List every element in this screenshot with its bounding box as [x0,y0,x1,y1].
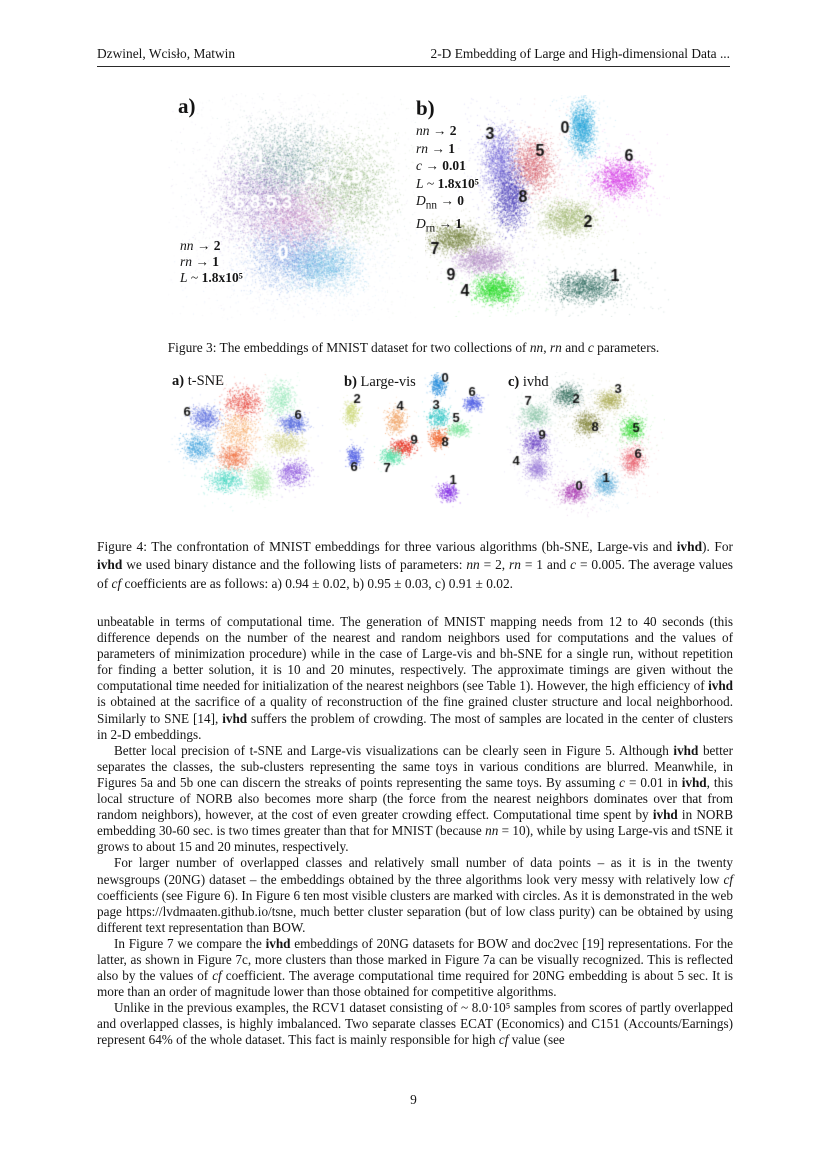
figure3-panel-b-params [416,122,479,238]
param-line: L ~ 1.8x10⁵ [180,270,243,285]
figure4-caption: Figure 4: The confrontation of MNIST embeddings for three various algorithms (bh-SNE, Large-vis and ivhd). For ivhd we used binary distance and the following lists of parameters: nn = 2, rn = 1 and c = 0.005. The average values of cf coefficients are as follows: a) 0.94 ± 0.02, b) 0.95 ± 0.03, c) 0.91 ± 0.02. [97,539,733,591]
paragraph: For larger number of overlapped classes and relatively small number of data points – as it is in the twenty newsgroups (20NG) dataset – the embeddings obtained by the three algorithms look very messy with relatively low cf coefficients (see Figure 6). In Figure 6 ten most visible clusters are marked with circles. As it is demonstrated in the web page https://lvdmaaten.github.io/tsne, much better cluster separation (but of low class purity) can be obtained by using different text representation than BOW. [97,855,733,935]
param-line: c → 0.01 [416,158,466,173]
param-line: $D_{rn} \to 1$ [416,216,463,235]
paragraph: Better local precision of t-SNE and Large-vis visualizations can be clearly seen in Figure 5. Although ivhd better separates the classes, the sub-clusters representing the same toys in various conditions are blurred. Meanwhile, in Figures 5a and 5b one can discern the streaks of points representing the same toys. By assuming c = 0.01 in ivhd, this local structure of NORB also becomes more sharp (the force from the nearest neighbors dominates over that from random neighbors), however, at the cost of even greater crowding effect. Computational time spent by ivhd in NORB embedding 30-60 sec. is two times greater than that for MNIST (because nn = 10), while by using Large-vis and tSNE it grows to about 15 and 20 minutes, respectively. [97,742,733,855]
figure3-panel-b-label: b) [416,96,435,120]
figure4-ivhd-scatter [503,372,665,522]
paragraph: Unlike in the previous examples, the RCV1 dataset consisting of ~ 8.0·10⁵ samples from scores of partly overlapped and overlapped classes, is highly imbalanced. Two separate classes ECAT (Economics) and C151 (Accounts/Earnings) represent 64% of the whole dataset. This fact is mainly responsible for high cf value (see [97,1000,733,1048]
param-line: nn → 2 [180,238,221,253]
header-authors: Dzwinel, Wcisło, Matwin [97,46,236,61]
figure3-panel-a-params [180,238,243,286]
paragraph: unbeatable in terms of computational time. The generation of MNIST mapping needs from 12 to 40 seconds (this difference depends on the number of the nearest and random neighbors used for computations and the values of parameters of minimization procedure) while in the case of Large-vis and bh-SNE for a single run, without repetition for finding a better solution, it is 10 and 20 minutes, respectively. The approximate timings are given without the computational time needed for initialization of the nearest neighbors (see Table 1). However, the high efficiency of ivhd is obtained at the sacrifice of a quality of reconstruction of the fine grained cluster structure and local neighborhood. Similarly to SNE [14], ivhd suffers the problem of crowding. The most of samples are located in the center of clusters in 2-D embeddings. [97,614,734,742]
param-line: nn → 2 [416,123,457,138]
figure4-panel-a-label: a) t-SNE [172,373,224,389]
header-rule [97,66,730,67]
page-number: 9 [410,1092,417,1107]
param-line: L ~ 1.8x10⁵ [416,175,479,191]
figure3-caption: Figure 3: The embeddings of MNIST dataset for two collections of nn, rn and c parameters. [167,340,660,355]
paragraph: In Figure 7 we compare the ivhd embeddings of 20NG datasets for BOW and doc2vec [19] representations. For the latter, as shown in Figure 7c, more clusters than those marked in Figure 7a can be visually recognized. This is reflected also by the values of cf coefficient. The average computational time required for 20NG embedding is about 5 sec. It is more than an order of magnitude lower than those obtained for competitive algorithms. [97,935,734,1000]
param-line: $D_{nn} \to 0$ [416,193,464,212]
param-line: rn → 1 [416,140,456,156]
figure4-panel-b-label: b) Large-vis [344,374,416,390]
header-running-title: 2-D Embedding of Large and High-dimensional Data ... [430,46,730,61]
body-text [97,614,733,1049]
figure3-panel-a-scatter [168,93,418,321]
figure4-tsne-scatter [165,372,327,522]
figure4-largevis-scatter [338,372,496,522]
figure3-panel-a-label: a) [178,94,196,118]
figure4-panel-c-label: c) ivhd [508,374,549,390]
param-line: rn → 1 [180,254,220,269]
